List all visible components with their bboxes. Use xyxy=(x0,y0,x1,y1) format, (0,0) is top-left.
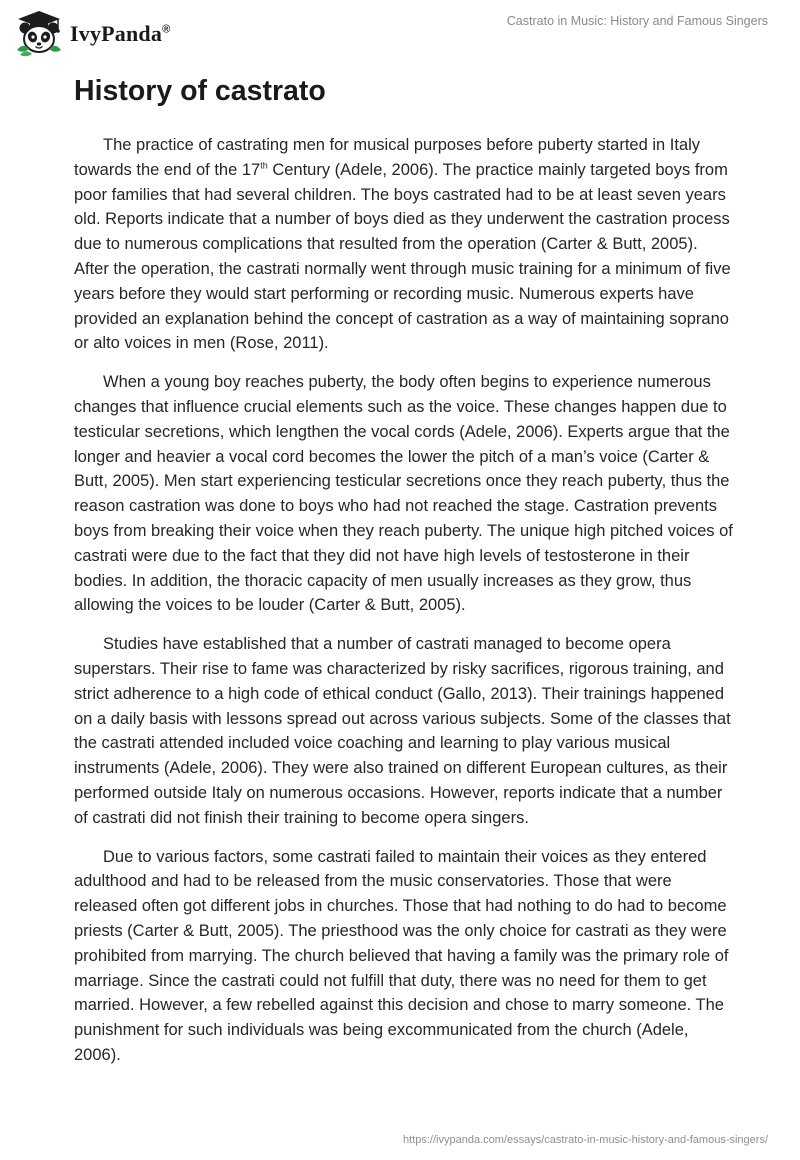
source-url[interactable]: https://ivypanda.com/essays/castrato-in-music-history-and-famous-singers/ xyxy=(403,1134,768,1146)
article-body xyxy=(74,73,734,1068)
registered-mark: ® xyxy=(162,23,171,36)
logo-text: IvyPanda xyxy=(70,21,163,46)
panda-graduate-icon xyxy=(14,8,64,58)
logo-wordmark xyxy=(70,21,170,47)
paragraph-2: When a young boy reaches puberty, the body often begins to experience numerous changes that influence crucial elements such as the voice. These changes happen due to testicular secretions, which lengthen the vocal cords (Adele, 2006). Experts argue that the longer and heavier a vocal cord becomes the lower the pitch of a man’s voice (Carter & Butt, 2005). Men start experiencing testicular secretions once they reach puberty, thus the reason castration was done to boys who had not reached the stage. Castration prevents boys from breaking their voice when they reach puberty. The unique high pitched voices of castrati were due to the fact that they did not have high levels of testosterone in their bodies. In addition, the thoracic capacity of men usually increases as they grow, thus allowing the voices to be louder (Carter & Butt, 2005). xyxy=(74,373,733,615)
ivypanda-logo[interactable] xyxy=(14,8,170,58)
document-title: Castrato in Music: History and Famous Singers xyxy=(506,14,768,28)
section-heading: History of castrato xyxy=(74,75,326,107)
paragraph-4: Due to various factors, some castrati failed to maintain their voices as they entered adulthood and had to be released from the music conservatories. Those that were released often got different jobs in churches. Those that had nothing to do had to become priests (Carter & Butt, 2005). The priesthood was the only choice for castrati as they were prohibited from marrying. The church believed that having a family was the primary role of marriage. Since the castrati could not fulfill that duty, there was no need for them to get married. However, a few rebelled against this decision and chose to marry someone. The punishment for such individuals was being excommunicated from the church (Adele, 2006). xyxy=(74,847,729,1064)
paragraph-1-text-b: Century (Adele, 2006). The practice mainly targeted boys from poor families that had several children. The boys castrated had to be at least seven years old. Reports indicate that a number of boys died as they underwent the castration process due to numerous complications that resulted from the operation (Carter & Butt, 2005). After the operation, the castrati normally went through music training for a minimum of five years before they would start performing or recording music. Numerous experts have provided an explanation behind the concept of castration as a way of maintaining soprano or alto voices in men (Rose, 2011). xyxy=(74,160,731,353)
paragraph-3: Studies have established that a number of castrati managed to become opera superstars. Their rise to fame was characterized by risky sacrifices, rigorous training, and strict adherence to a high code of ethical conduct (Gallo, 2013). Their trainings happened on a daily basis with lessons spread out across various subjects. Some of the classes that the castrati attended included voice coaching and learning to play various musical instruments (Adele, 2006). They were also trained on different European cultures, as their performed outside Italy on numerous occasions. However, reports indicate that a number of castrati did not finish their training to become opera singers. xyxy=(74,635,731,827)
paragraph-1 xyxy=(74,133,734,356)
paragraph-1-text-a: The practice of castrating men for musical purposes before puberty started in Italy towards the end of the 17 xyxy=(74,136,701,179)
ordinal-suffix: th xyxy=(260,160,268,171)
page-header xyxy=(0,0,800,70)
